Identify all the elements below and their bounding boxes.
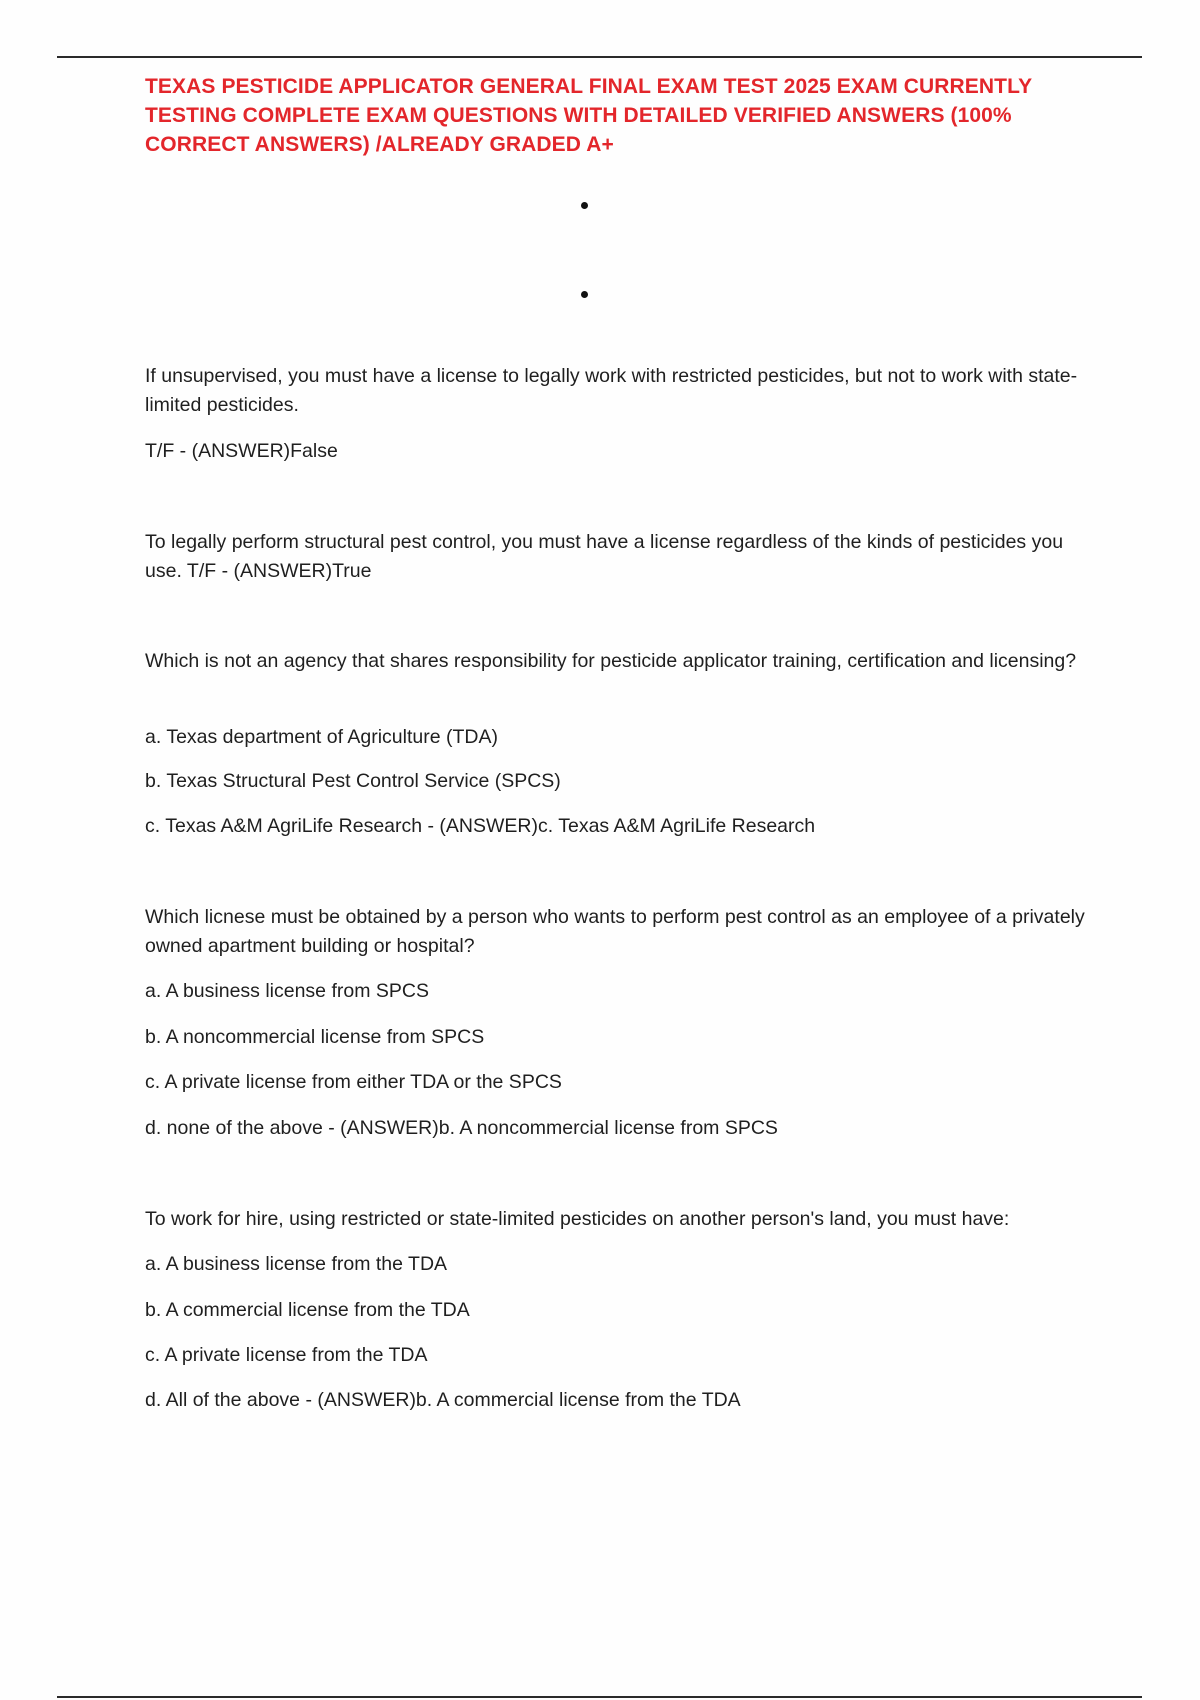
question-2-text: To legally perform structural pest control, you must have a license regardless of the kinds of pesticides you use. T/F - (ANSWER)True <box>145 531 1064 582</box>
question-5-option-d-answer: d. All of the above - (ANSWER)b. A commercial license from the TDA <box>145 1389 741 1411</box>
question-3-option-c-answer: c. Texas A&M AgriLife Research - (ANSWER)c. Texas A&M AgriLife Research <box>145 815 816 837</box>
question-3-option-b: b. Texas Structural Pest Control Service (SPCS) <box>145 770 561 792</box>
question-4-option-a: a. A business license from SPCS <box>145 980 429 1002</box>
bullet-dot <box>581 202 588 209</box>
question-4-option-b: b. A noncommercial license from SPCS <box>145 1026 485 1048</box>
question-1-answer: T/F - (ANSWER)False <box>145 440 338 462</box>
question-4-option-d-answer: d. none of the above - (ANSWER)b. A noncommercial license from SPCS <box>145 1117 778 1139</box>
document-title: TEXAS PESTICIDE APPLICATOR GENERAL FINAL EXAM TEST 2025 EXAM CURRENTLY TESTING COMPLETE EXAM QUESTIONS WITH DETAILED VERIFIED ANSWERS (100% CORRECT ANSWERS) /ALREADY GRADED A+ <box>145 75 1032 156</box>
question-3-text: Which is not an agency that shares responsibility for pesticide applicator training, certification and licensing? <box>145 650 1077 672</box>
bottom-rule <box>57 1696 1142 1698</box>
question-5-option-a: a. A business license from the TDA <box>145 1253 448 1275</box>
question-5-text: To work for hire, using restricted or state-limited pesticides on another person's land, you must have: <box>145 1208 1010 1230</box>
question-5-option-b: b. A commercial license from the TDA <box>145 1299 470 1321</box>
top-rule <box>57 56 1142 58</box>
question-4-option-c: c. A private license from either TDA or the SPCS <box>145 1071 562 1093</box>
bullet-dot <box>581 291 588 298</box>
question-4-text: Which licnese must be obtained by a person who wants to perform pest control as an employee of a privately owned apartment building or hospital? <box>145 906 1085 957</box>
question-1-text: If unsupervised, you must have a license to legally work with restricted pesticides, but not to work with state-limited pesticides. <box>145 365 1078 416</box>
question-5-option-c: c. A private license from the TDA <box>145 1344 428 1366</box>
question-3-option-a: a. Texas department of Agriculture (TDA) <box>145 726 498 748</box>
